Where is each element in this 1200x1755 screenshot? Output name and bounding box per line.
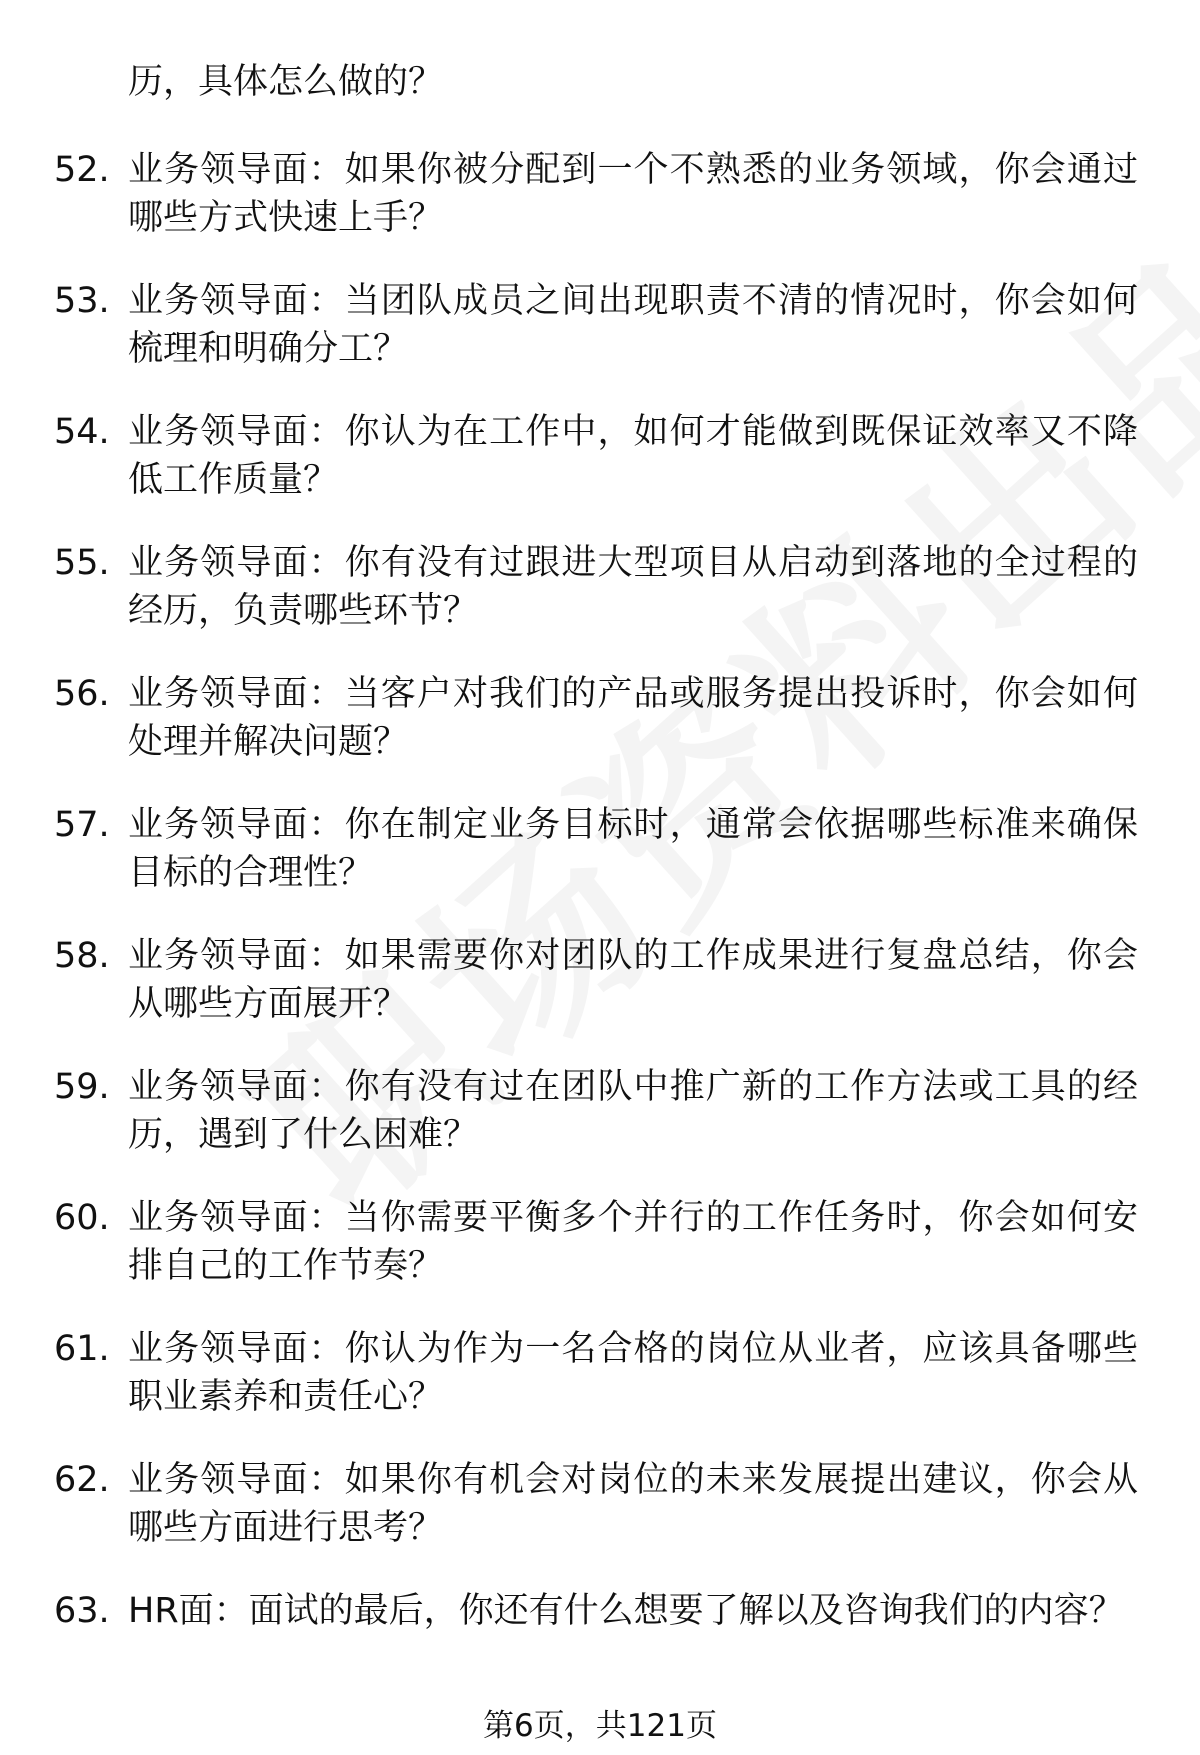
question-item-62 — [0, 1456, 1200, 1587]
question-list — [0, 146, 1200, 1718]
question-text: 业务领导面：当你需要平衡多个并行的工作任务时，你会如何安排自己的工作节奏？ — [128, 1198, 1138, 1286]
question-number: 61. — [54, 1329, 110, 1369]
question-text: 业务领导面：你有没有过在团队中推广新的工作方法或工具的经历，遇到了什么困难？ — [128, 1067, 1138, 1155]
question-text: 业务领导面：如果你被分配到一个不熟悉的业务领域，你会通过哪些方式快速上手？ — [128, 150, 1138, 238]
question-text: 业务领导面：你有没有过跟进大型项目从启动到落地的全过程的经历，负责哪些环节？ — [128, 543, 1138, 631]
question-text: 业务领导面：如果需要你对团队的工作成果进行复盘总结，你会从哪些方面展开？ — [128, 936, 1138, 1024]
question-text: 业务领导面：如果你有机会对岗位的未来发展提出建议，你会从哪些方面进行思考？ — [128, 1460, 1138, 1548]
question-item-57 — [0, 801, 1200, 932]
question-number: 60. — [54, 1198, 110, 1238]
question-item-58 — [0, 932, 1200, 1063]
question-number: 53. — [54, 281, 110, 321]
question-51-continuation: 历，具体怎么做的？ — [128, 62, 444, 102]
page-footer: 第6页，共121页 — [483, 1708, 717, 1744]
question-item-53 — [0, 277, 1200, 408]
question-number: 63. — [54, 1591, 110, 1631]
question-number: 58. — [54, 936, 110, 976]
question-number: 55. — [54, 543, 110, 583]
question-number: 59. — [54, 1067, 110, 1107]
question-item-56 — [0, 670, 1200, 801]
question-item-54 — [0, 408, 1200, 539]
question-number: 54. — [54, 412, 110, 452]
question-number: 52. — [54, 150, 110, 190]
question-item-61 — [0, 1325, 1200, 1456]
question-text: HR面：面试的最后，你还有什么想要了解以及咨询我们的内容？ — [128, 1591, 1124, 1631]
question-item-52 — [0, 146, 1200, 277]
question-number: 57. — [54, 805, 110, 845]
question-text: 业务领导面：当客户对我们的产品或服务提出投诉时，你会如何处理并解决问题？ — [128, 674, 1138, 762]
question-number: 56. — [54, 674, 110, 714]
question-text: 业务领导面：你认为在工作中，如何才能做到既保证效率又不降低工作质量？ — [128, 412, 1138, 500]
question-number: 62. — [54, 1460, 110, 1500]
question-text: 业务领导面：当团队成员之间出现职责不清的情况时，你会如何梳理和明确分工？ — [128, 281, 1138, 369]
question-item-59 — [0, 1063, 1200, 1194]
question-text: 业务领导面：你在制定业务目标时，通常会依据哪些标准来确保目标的合理性？ — [128, 805, 1138, 893]
question-text: 业务领导面：你认为作为一名合格的岗位从业者，应该具备哪些职业素养和责任心？ — [128, 1329, 1138, 1417]
question-item-63 — [0, 1587, 1200, 1718]
question-item-55 — [0, 539, 1200, 670]
question-item-60 — [0, 1194, 1200, 1325]
